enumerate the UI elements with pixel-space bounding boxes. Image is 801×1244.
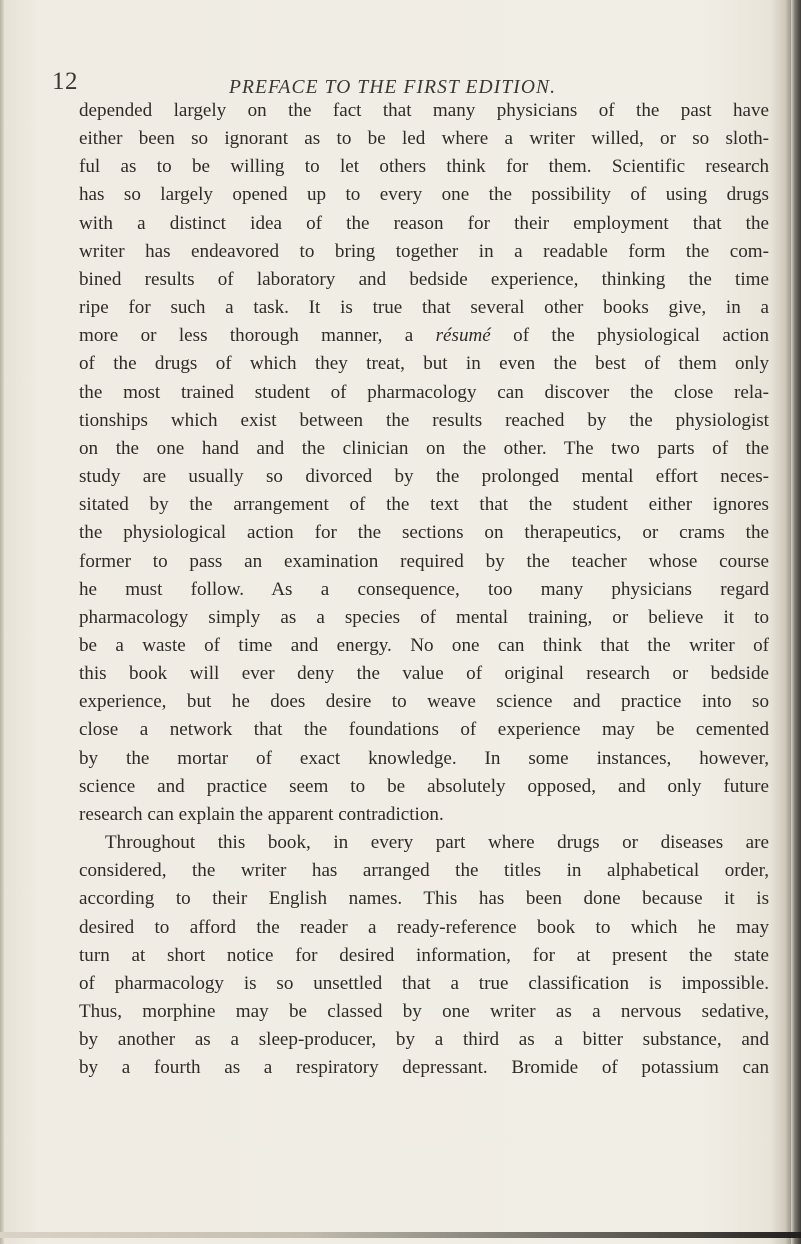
text-line: considered, the writer has arranged the titles in alphabetical order,	[79, 860, 769, 882]
text-line: according to their English names. This has been done because it is	[79, 888, 769, 910]
text-line: be a waste of time and energy. No one can think that the writer of	[79, 634, 769, 656]
text-line: tionships which exist between the results reached by the physiologist	[79, 409, 769, 431]
text-line: by another as a sleep-producer, by a third as a bitter substance, and	[79, 1029, 769, 1051]
text-line: has so largely opened up to every one the possibility of using drugs	[79, 184, 769, 206]
text-line: of pharmacology is so unsettled that a true classification is impossible.	[79, 972, 769, 994]
page-number: 12	[52, 68, 78, 95]
text-line: either been so ignorant as to be led where a writer willed, or so sloth-	[79, 128, 769, 150]
body-text	[79, 97, 769, 1082]
text-line: pharmacology simply as a species of mental training, or believe it to	[79, 606, 769, 628]
text-line: more or less thorough manner, a résumé of the physiological action	[79, 325, 769, 347]
text-line: by the mortar of exact knowledge. In some instances, however,	[79, 747, 769, 769]
text-line: the most trained student of pharmacology can discover the close rela-	[79, 381, 769, 403]
text-line: bined results of laboratory and bedside experience, thinking the time	[79, 268, 769, 290]
text-line: turn at short notice for desired information, for at present the state	[79, 944, 769, 966]
text-line: he must follow. As a consequence, too many physicians regard	[79, 578, 769, 600]
text-line: the physiological action for the sections on therapeutics, or crams the	[79, 522, 769, 544]
page-bottom-edge	[0, 1232, 801, 1238]
paragraph-1	[79, 97, 769, 829]
text-line: writer has endeavored to bring together in a readable form the com-	[79, 240, 769, 262]
paragraph-2	[79, 829, 769, 1082]
text-line: study are usually so divorced by the prolonged mental effort neces-	[79, 466, 769, 488]
text-line: desired to afford the reader a ready-reference book to which he may	[79, 916, 769, 938]
page-right-edge-shadow	[791, 0, 801, 1244]
text-line: Throughout this book, in every part where drugs or diseases are	[105, 832, 769, 854]
text-line: of the drugs of which they treat, but in even the best of them only	[79, 353, 769, 375]
page-left-edge	[0, 0, 4, 1244]
text-line: research can explain the apparent contradiction.	[79, 803, 444, 825]
text-line: close a network that the foundations of experience may be cemented	[79, 719, 769, 741]
text-line: ful as to be willing to let others think for them. Scientific research	[79, 156, 769, 178]
text-line: with a distinct idea of the reason for their employment that the	[79, 212, 769, 234]
text-line: this book will ever deny the value of original research or bedside	[79, 663, 769, 685]
text-line: Thus, morphine may be classed by one writer as a nervous sedative,	[79, 1001, 769, 1022]
text-line: on the one hand and the clinician on the other. The two parts of the	[79, 437, 769, 459]
text-line: science and practice seem to be absolutely opposed, and only future	[79, 775, 769, 797]
text-line: experience, but he does desire to weave science and practice into so	[79, 691, 769, 713]
text-line: depended largely on the fact that many physicians of the past have	[79, 100, 769, 121]
text-line: former to pass an examination required by the teacher whose course	[79, 550, 769, 572]
running-head: PREFACE TO THE FIRST EDITION.	[229, 77, 557, 98]
text-line: sitated by the arrangement of the text that the student either ignores	[79, 494, 769, 516]
text-line: ripe for such a task. It is true that several other books give, in a	[79, 297, 769, 319]
text-line: by a fourth as a respiratory depressant. Bromide of potassium can	[79, 1057, 769, 1079]
